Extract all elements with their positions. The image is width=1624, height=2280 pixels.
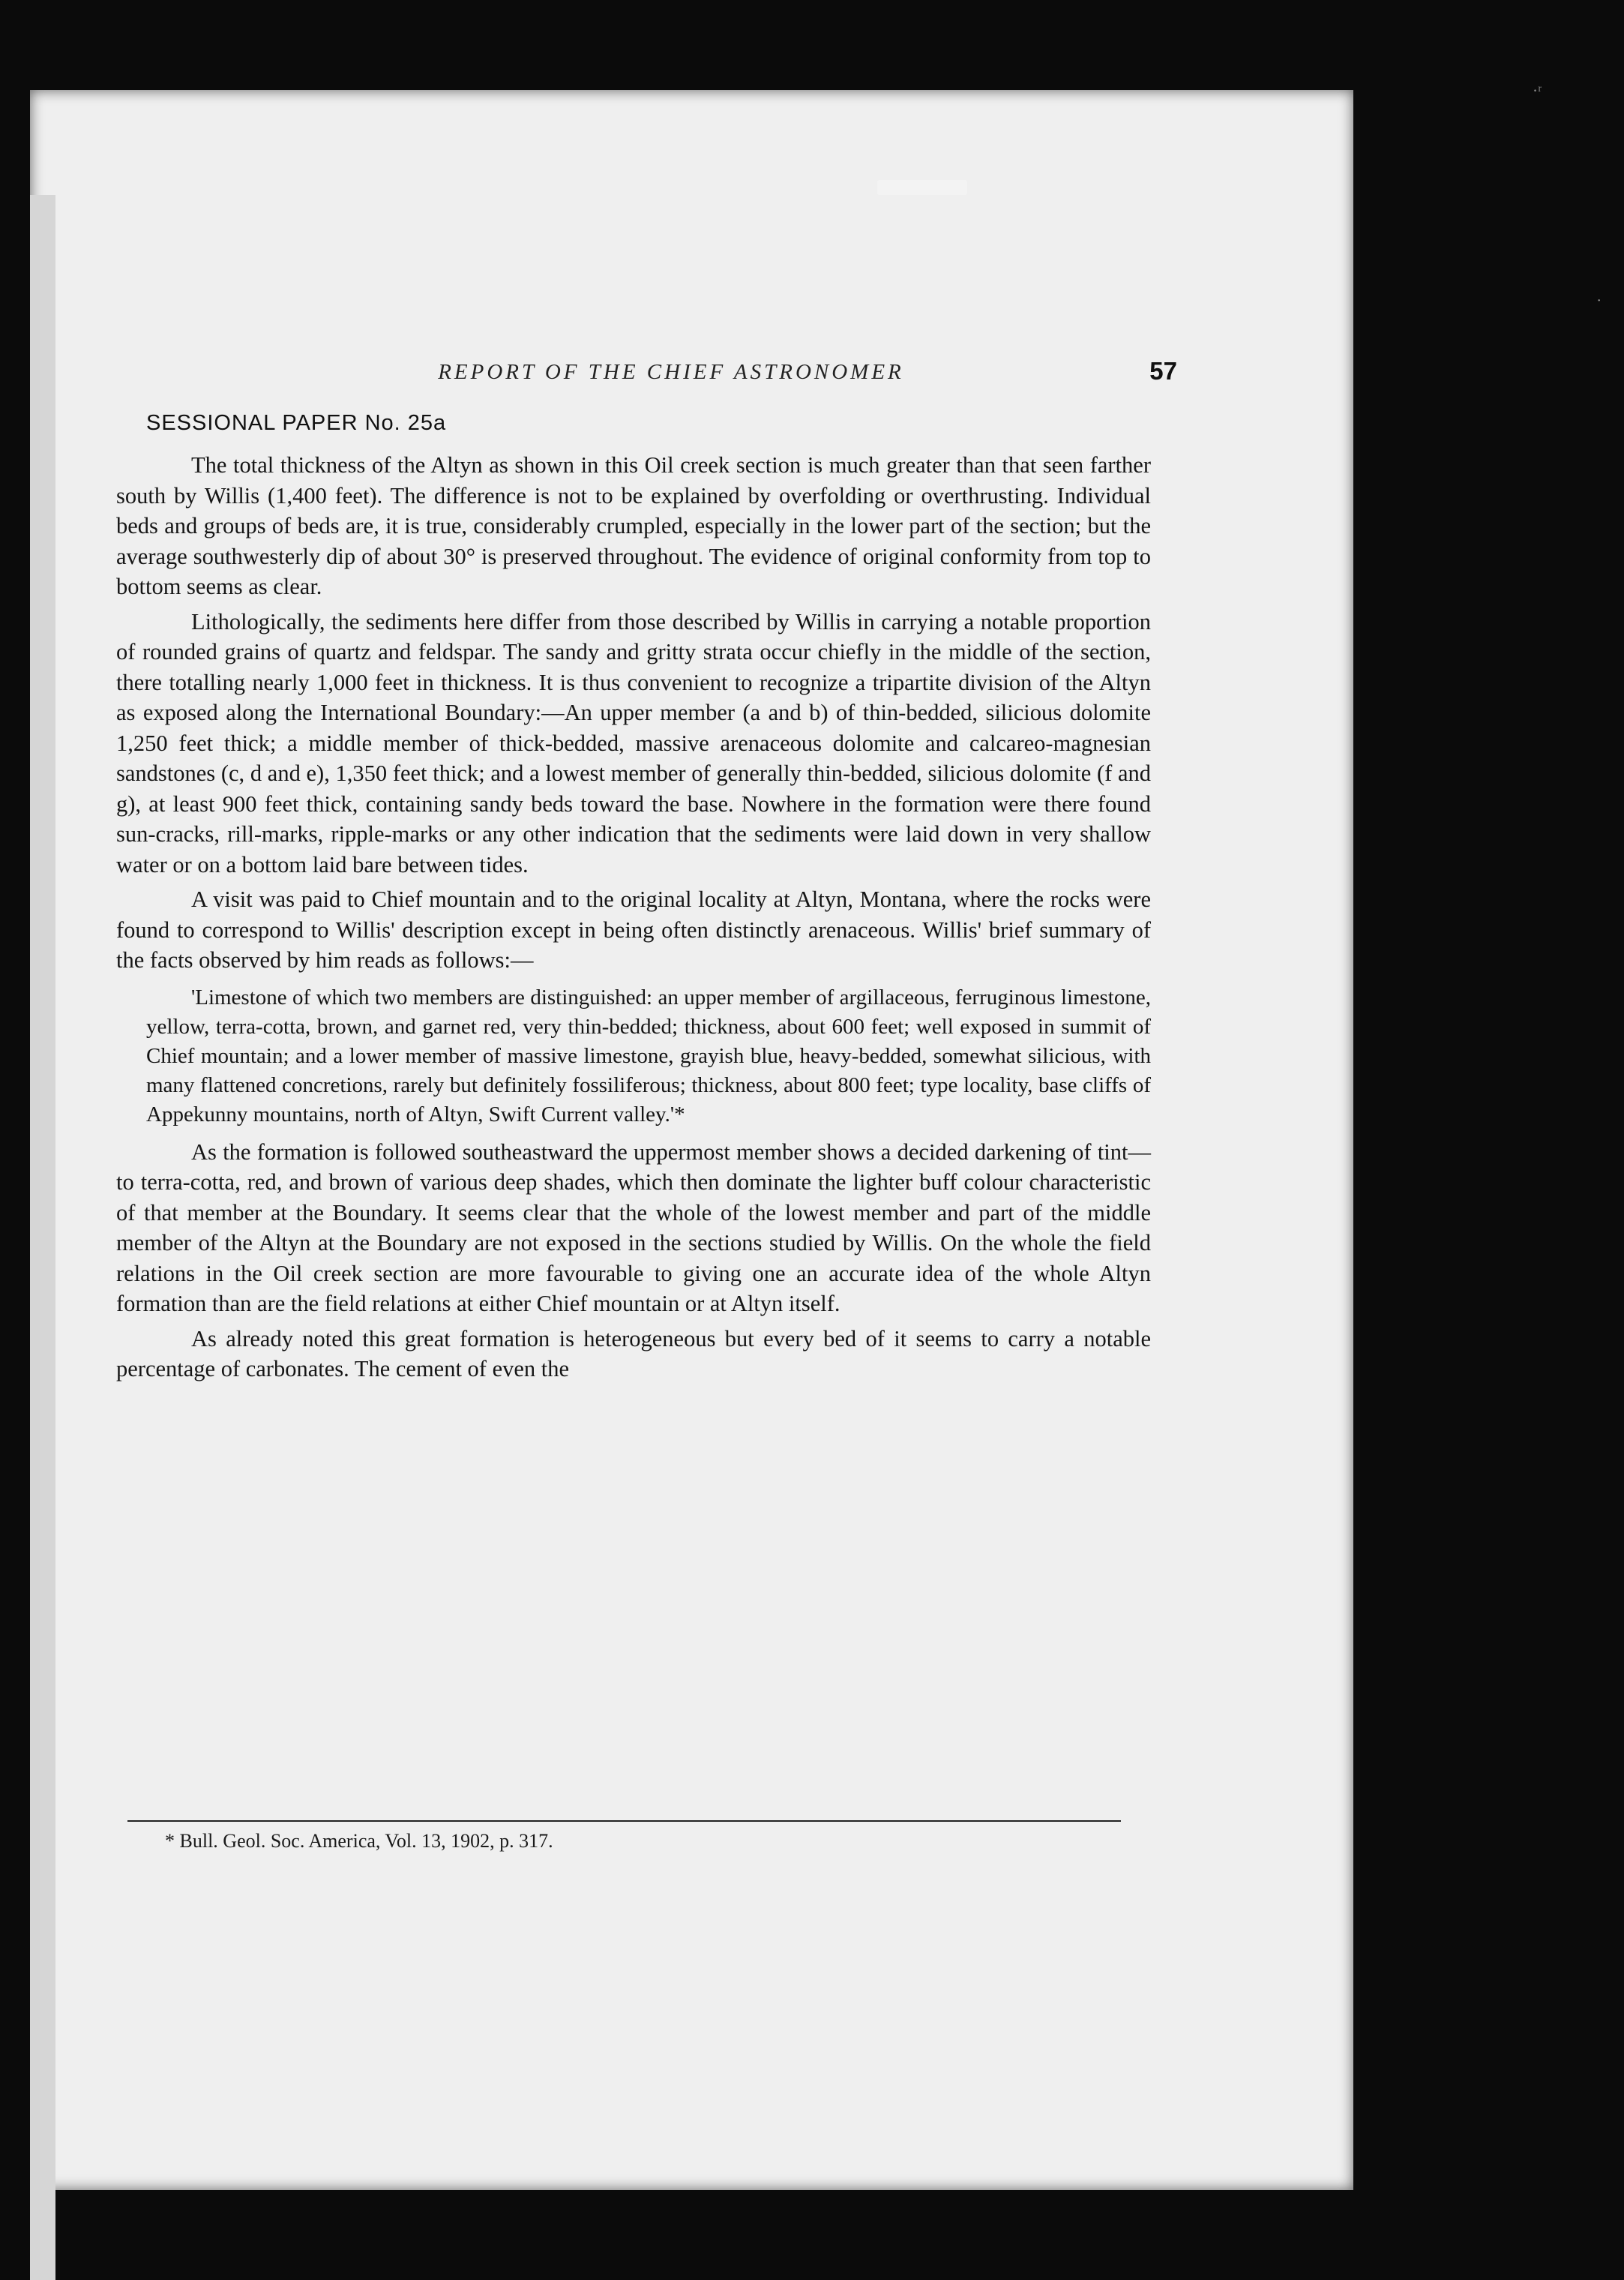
sessional-paper-label: SESSIONAL PAPER No. 25a (146, 411, 447, 435)
page-binding-edge (30, 195, 55, 2280)
page-number: 57 (1149, 357, 1177, 385)
paragraph: As already noted this great formation is heterogeneous but every bed of it seems to carry a notable percentage of carbonates. The cement of even the (116, 1325, 1151, 1382)
paragraph: The total thickness of the Altyn as shown in this Oil creek section is much greater than that seen farther south by Willis (1,400 feet). The difference is not to be explained by overfolding or overthrusting. Individual beds and groups of beds are, it is true, considerably crumpled, especially in the lower part of the section; but the average southwesterly dip of about 30° is preserved throughout. The evidence of original conformity from top to bottom seems as clear. (116, 452, 1151, 599)
body-text (116, 450, 1151, 1384)
scan-speck: ·ʳ (1532, 81, 1542, 100)
footnote-divider (127, 1820, 1121, 1822)
page-header (146, 357, 1177, 405)
running-head: REPORT OF THE CHIEF ASTRONOMER (438, 360, 904, 384)
footnote: * Bull. Geol. Soc. America, Vol. 13, 1902, p. 317. (165, 1830, 553, 1852)
scan-speck: · (1596, 292, 1602, 309)
paragraph: Lithologically, the sediments here differ from those described by Willis in carrying a notable proportion of rounded grains of quartz and feldspar. The sandy and gritty strata occur chiefly in the middle of the section, there totalling nearly 1,000 feet in thickness. It is thus convenient to recognize a tripartite division of the Altyn as exposed along the International Boundary:—An upper member (a and b) of thin-bedded, silicious dolomite 1,250 feet thick; a middle member of thick-bedded, massive arenaceous dolomite and calcareo-magnesian sandstones (c, d and e), 1,350 feet thick; and a lowest member of generally thin-bedded, silicious dolomite (f and g), at least 900 feet thick, containing sandy beds toward the base. Nowhere in the formation were there found sun-cracks, rill-marks, ripple-marks or any other indication that the sediments were laid down in very shallow water or on a bottom laid bare between tides. (116, 608, 1151, 878)
scan-artifact (877, 180, 967, 195)
paragraph: A visit was paid to Chief mountain and to the original locality at Altyn, Montana, where the rocks were found to correspond to Willis' description except in being often distinctly arenaceous. Willis' brief summary of the facts observed by him reads as follows:— (116, 886, 1151, 973)
paragraph: As the formation is followed southeastward the uppermost member shows a decided darkening of tint—to terra-cotta, red, and brown of various deep shades, which then dominate the lighter buff colour characteristic of that member at the Boundary. It seems clear that the whole of the lowest member and part of the middle member of the Altyn at the Boundary are not exposed in the sections studied by Willis. On the whole the field relations in the Oil creek section are more favourable to giving one an accurate idea of the whole Altyn formation than are the field relations at either Chief mountain or at Altyn itself. (116, 1138, 1151, 1316)
block-quote: 'Limestone of which two members are distinguished: an upper member of argillaceous, ferruginous limestone, yellow, terra-cotta, brown, and garnet red, very thin-bedded; thickness, about 600 feet; well exposed in summit of Chief mountain; and a lower member of massive limestone, grayish blue, heavy-bedded, somewhat silicious, with many flattened concretions, rarely but definitely fossiliferous; thickness, about 800 feet; type locality, base cliffs of Appekunny mountains, north of Altyn, Swift Current valley.'* (146, 985, 1151, 1126)
